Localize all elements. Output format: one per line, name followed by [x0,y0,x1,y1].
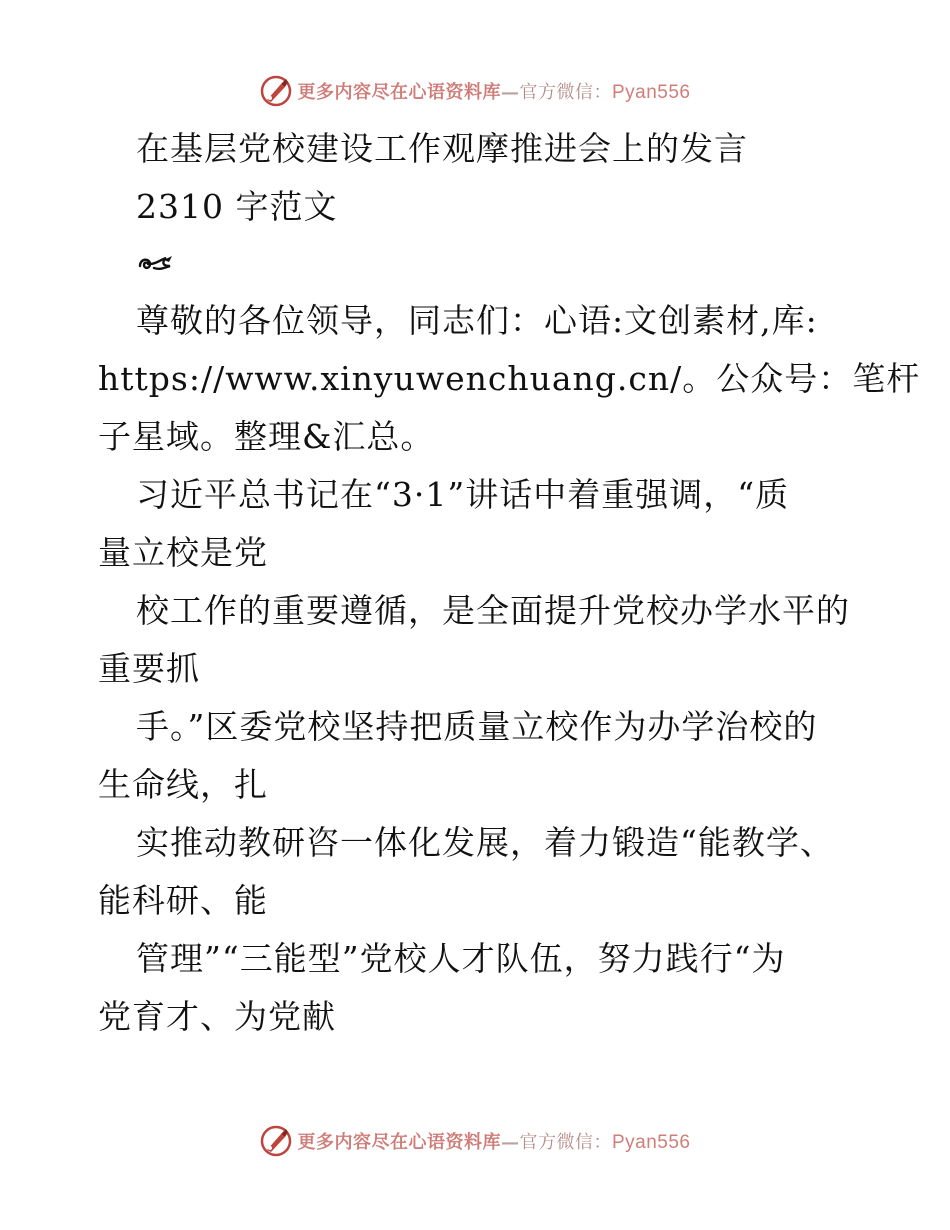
text-line-3: 子星域。整理&汇总。 [98,417,435,456]
watermark-label: 官方微信： [519,1132,612,1153]
swirl-ornament-icon [136,252,176,276]
watermark-text [297,78,690,104]
header-watermark [0,71,950,111]
document-body [98,120,921,1046]
watermark-brand: 更多内容尽在心语资料库 [297,82,501,103]
text-line-6: 校工作的重要遵循，是全面提升党校办学水平的 [136,591,850,630]
text-line-1: 尊敬的各位领导，同志们：心语:文创素材,库: [136,301,818,340]
text-line-10: 实推动教研咨一体化发展，着力锻造“能教学、 [136,823,834,862]
watermark-handle: Pyan556 [611,82,691,103]
watermark-dash: — [500,82,520,103]
watermark-label: 官方微信： [519,82,612,103]
ornament-row [98,236,858,292]
watermark-handle: Pyan556 [611,1132,691,1153]
footer-watermark [0,1121,950,1161]
pen-logo-icon [259,1124,293,1158]
text-line-2: https://www.xinyuwenchuang.cn/。公众号：笔杆 [98,359,921,398]
text-line-8: 手。”区委党校坚持把质量立校作为办学治校的 [136,707,818,746]
watermark-dash: — [500,1132,520,1153]
watermark-text [297,1128,690,1154]
text-line-7: 重要抓 [98,649,200,688]
text-line-5: 量立校是党 [98,533,268,572]
pen-logo-icon [259,74,293,108]
text-line-11: 能科研、能 [98,881,268,920]
document-title: 在基层党校建设工作观摩推进会上的发言 [136,129,748,168]
text-line-13: 党育才、为党献 [98,997,336,1036]
text-line-4: 习近平总书记在“3·1”讲话中着重强调，“质 [136,475,790,514]
watermark-brand: 更多内容尽在心语资料库 [297,1132,501,1153]
text-line-9: 生命线，扎 [98,765,268,804]
text-line-12: 管理”“三能型”党校人才队伍，努力践行“为 [136,939,786,978]
document-subtitle: 2310 字范文 [136,187,338,226]
